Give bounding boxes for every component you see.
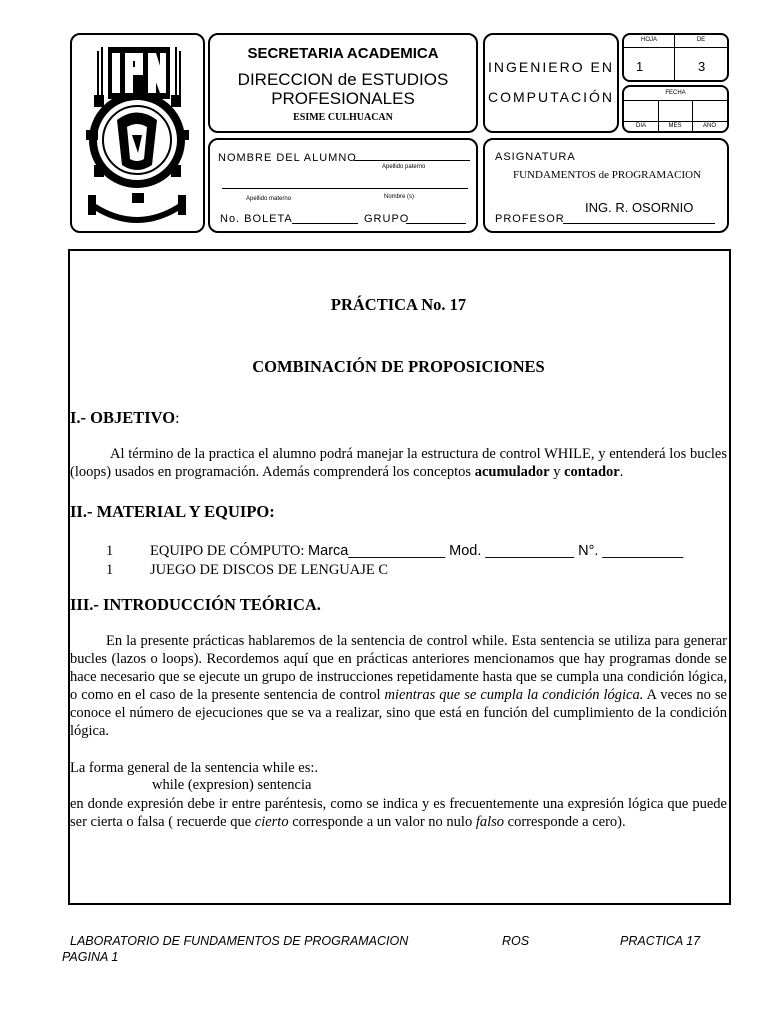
- item1-fields: Marca____________ Mod. ___________ N°. __________: [308, 543, 684, 559]
- boleta-line: [292, 223, 358, 224]
- escuela-label: ESIME CULHUACAN: [293, 112, 393, 123]
- anio-label: AÑO: [702, 123, 716, 129]
- intro-text-b: A veces no se conoce el número de ejecuciones que se va a realizar, sino que está en función del cumplimiento de la condición lógica.: [70, 687, 727, 739]
- cierto-term: cierto: [254, 814, 289, 830]
- ipn-logo-icon: [72, 35, 203, 231]
- practice-subtitle: COMBINACIÓN DE PROPOSICIONES: [252, 357, 545, 376]
- fecha-box: [622, 85, 729, 133]
- falso-term: falso: [475, 814, 505, 830]
- material-item-1: [106, 543, 731, 560]
- direccion-line2: PROFESIONALES: [271, 89, 415, 108]
- footer-initials: ROS: [502, 934, 530, 948]
- while-text-b: corresponde a un valor no nulo: [288, 814, 476, 830]
- institution-box: [208, 33, 478, 133]
- carrera-line2: COMPUTACIÓN: [488, 89, 614, 105]
- objetivo-text-a: Al término de la practica el alumno podrá manejar la estructura de control WHILE, y entenderá los bucles (loops) usados en programación. Además comprenderá los conceptos: [70, 446, 727, 480]
- intro-text-a: En la presente prácticas hablaremos de la sentencia de control while. Esta sentencia se utiliza para generar bucles (lazos o loops). Recordemos aquí que en prácticas anteriores mencionamos que hay programas donde se hace necesario que se ejecute un grupo de instrucciones repetidamente hasta que se cumpla una condición lógica, o como en el caso de la presente sentencia de control: [70, 633, 727, 703]
- nombre-label: NOMBRE DEL ALUMNO: [218, 152, 357, 164]
- profesor-line: [563, 223, 715, 224]
- objetivo-title: I.- OBJETIVO: [70, 408, 176, 427]
- footer-lab: LABORATORIO DE FUNDAMENTOS DE PROGRAMACION: [70, 934, 409, 948]
- fecha-divider-h2: [624, 121, 727, 122]
- direccion-line1: DIRECCION de ESTUDIOS: [237, 70, 449, 89]
- nombres-label: Nombre (s): [384, 194, 415, 200]
- fecha-divider-h1: [624, 100, 727, 101]
- nombre-line-2: [222, 188, 468, 189]
- mes-label: MES: [668, 123, 682, 129]
- contador-term: contador: [564, 464, 620, 480]
- item2-qty: 1: [106, 562, 114, 578]
- carrera-line1: INGENIERO EN: [488, 59, 614, 75]
- while-general-form-line: La forma general de la sentencia while es:.: [70, 760, 318, 776]
- apellido-paterno-label: Apellido paterno: [382, 164, 426, 170]
- item1-text: EQUIPO DE CÓMPUTO:: [150, 543, 309, 559]
- while-syntax: while (expresion) sentencia: [152, 777, 312, 793]
- grupo-line: [406, 223, 466, 224]
- footer-practica: PRACTICA 17: [620, 934, 701, 948]
- secretaria-title: SECRETARIA ACADEMICA: [247, 45, 439, 62]
- profesor-value: ING. R. OSORNIO: [585, 200, 694, 215]
- asignatura-box: [483, 138, 729, 233]
- item2-text: JUEGO DE DISCOS DE LENGUAJE C: [150, 562, 389, 578]
- item1-qty: 1: [106, 543, 114, 559]
- acumulador-term: acumulador: [474, 464, 550, 480]
- hoja-divider-h: [624, 47, 727, 48]
- carrera-box: [483, 33, 619, 133]
- introduccion-paragraph: [70, 632, 727, 740]
- while-text-a: en donde expresión debe ir entre paréntesis, como se indica y es frecuentemente una expresión lógica que puede ser cierta o falsa ( recuerde que: [70, 796, 727, 830]
- section-objetivo-heading: [70, 409, 727, 428]
- dia-label: DIA: [635, 123, 646, 129]
- logo-box: [70, 33, 205, 233]
- grupo-label: GRUPO: [364, 213, 410, 225]
- hoja-value: 1: [636, 59, 644, 74]
- profesor-label: PROFESOR: [495, 213, 565, 225]
- objetivo-colon: :: [175, 410, 180, 427]
- nombre-line-1: [354, 160, 470, 161]
- hoja-box: [622, 33, 729, 82]
- while-text-c: corresponde a cero).: [504, 814, 626, 830]
- practice-title: PRÁCTICA No. 17: [330, 295, 467, 314]
- section-introduccion-heading: III.- INTRODUCCIÓN TEÓRICA.: [70, 595, 321, 614]
- hoja-label: HOJA: [640, 37, 657, 43]
- while-explanation-paragraph: [70, 795, 727, 831]
- fecha-label: FECHA: [665, 90, 686, 96]
- asignatura-value: FUNDAMENTOS de PROGRAMACION: [513, 169, 702, 181]
- alumno-box: [208, 138, 478, 233]
- de-label: DE: [696, 37, 706, 43]
- apellido-materno-label: Apellido materno: [246, 196, 292, 202]
- footer-pagina: PAGINA 1: [62, 950, 119, 964]
- section-material-heading: II.- MATERIAL Y EQUIPO:: [70, 502, 275, 521]
- objetivo-text-b: y: [549, 464, 565, 480]
- de-value: 3: [698, 59, 706, 74]
- intro-italic: mientras que se cumpla la condición lógica.: [384, 687, 644, 703]
- asignatura-label: ASIGNATURA: [495, 151, 576, 163]
- objetivo-paragraph: [70, 445, 727, 481]
- material-item-2: [106, 562, 388, 579]
- boleta-label: No. BOLETA: [220, 213, 293, 225]
- objetivo-text-c: .: [619, 464, 624, 480]
